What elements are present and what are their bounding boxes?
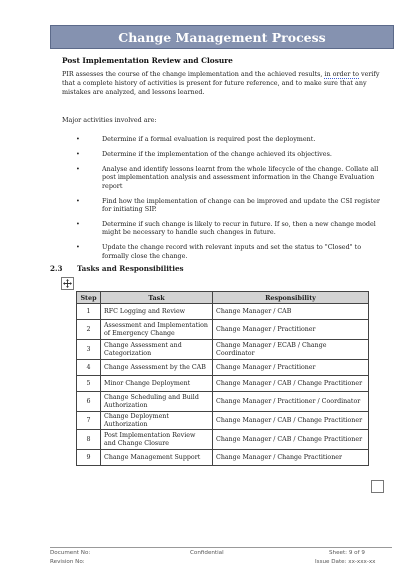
table-row [77, 360, 369, 376]
table-row [77, 304, 369, 320]
list-item-text: Determine if such change is likely to recur in future. If so, then a new change model might be necessary to handle such changes in future. [102, 219, 376, 237]
cell-step: 4 [77, 360, 101, 376]
cell-task: RFC Logging and Review [101, 304, 213, 320]
footer-revision-no: Revision No: [50, 559, 85, 565]
paragraph-text-a: PIR assesses the course of the change implementation and the achieved results, [62, 70, 325, 78]
section-title: Post Implementation Review and Closure [62, 56, 233, 65]
table-row [77, 320, 369, 340]
activities-list [62, 135, 388, 266]
cell-task: Change Deployment Authorization [101, 412, 213, 430]
cell-responsibility: Change Manager / Practitioner [213, 360, 369, 376]
cell-responsibility: Change Manager / CAB / Change Practitioner [213, 376, 369, 392]
cell-task: Assessment and Implementation of Emergency Change [101, 320, 213, 340]
column-header-step: Step [77, 292, 101, 304]
cell-step: 6 [77, 392, 101, 412]
cell-task: Change Scheduling and Build Authorization [101, 392, 213, 412]
bullet-icon: • [76, 243, 80, 252]
table-row [77, 450, 369, 466]
cell-task: Change Management Support [101, 450, 213, 466]
bullet-icon: • [76, 196, 80, 205]
page-title: Change Management Process [50, 25, 394, 49]
cell-step: 9 [77, 450, 101, 466]
bullet-icon: • [76, 219, 80, 228]
cell-step: 1 [77, 304, 101, 320]
cell-task: Minor Change Deployment [101, 376, 213, 392]
move-arrows-icon [63, 279, 72, 288]
section-paragraph [62, 70, 388, 97]
cell-step: 2 [77, 320, 101, 340]
cell-step: 8 [77, 430, 101, 450]
table-row [77, 392, 369, 412]
resize-icon[interactable] [371, 480, 384, 493]
spelling-flag[interactable]: in order to [324, 70, 359, 78]
cell-task: Change Assessment and Categorization [101, 340, 213, 360]
footer-document-no: Document No: [50, 550, 91, 556]
cell-task: Change Assessment by the CAB [101, 360, 213, 376]
tasks-table [76, 291, 369, 466]
cell-responsibility: Change Manager / Practitioner / Coordinator [213, 392, 369, 412]
list-item [62, 220, 388, 237]
paragraph-text-b: verify that a complete history of activities is present for future reference, and to make sure that any mistakes are analyzed, and lessons learned. [62, 70, 380, 96]
cell-responsibility: Change Manager / ECAB / Change Coordinator [213, 340, 369, 360]
subsection-number: 2.3 [50, 264, 63, 273]
table-row [77, 412, 369, 430]
list-item-text: Analyse and identify lessons learnt from the whole lifecycle of the change. Collate all post implementation analysis and assessment information in the Change Evaluation report [102, 164, 379, 190]
cell-responsibility: Change Manager / Practitioner [213, 320, 369, 340]
subsection-title: Tasks and Responsibilities [77, 264, 184, 273]
cell-step: 3 [77, 340, 101, 360]
cell-step: 5 [77, 376, 101, 392]
list-item [62, 150, 388, 158]
footer-issue-date: Issue Date: xx-xxx-xx [315, 559, 376, 565]
table-row [77, 430, 369, 450]
footer-sheet: Sheet: 9 of 9 [329, 550, 365, 556]
table-header-row [77, 292, 369, 304]
list-item [62, 243, 388, 260]
list-item [62, 197, 388, 214]
table-row [77, 340, 369, 360]
list-item-text: Determine if a formal evaluation is required post the deployment. [102, 135, 316, 143]
column-header-task: Task [101, 292, 213, 304]
bullet-icon: • [76, 135, 80, 143]
activities-intro: Major activities involved are: [62, 116, 157, 124]
list-item [62, 165, 388, 190]
footer-divider [50, 547, 392, 548]
footer-classification: Confidential [190, 550, 224, 556]
list-item-text: Determine if the implementation of the change achieved its objectives. [102, 149, 332, 158]
cell-responsibility: Change Manager / CAB / Change Practitioner [213, 430, 369, 450]
list-item-text: Update the change record with relevant inputs and set the status to "Closed" to formally close the change. [102, 243, 362, 260]
cell-responsibility: Change Manager / CAB / Change Practitioner [213, 412, 369, 430]
move-icon[interactable] [61, 277, 74, 290]
cell-task: Post Implementation Review and Change Closure [101, 430, 213, 450]
cell-responsibility: Change Manager / CAB [213, 304, 369, 320]
column-header-responsibility: Responsibility [213, 292, 369, 304]
list-item [62, 135, 388, 143]
bullet-icon: • [76, 164, 80, 173]
table-row [77, 376, 369, 392]
cell-responsibility: Change Manager / Change Practitioner [213, 450, 369, 466]
cell-step: 7 [77, 412, 101, 430]
list-item-text: Find how the implementation of change can be improved and update the CSI register for initiating SIP. [102, 196, 380, 213]
bullet-icon: • [76, 149, 80, 158]
